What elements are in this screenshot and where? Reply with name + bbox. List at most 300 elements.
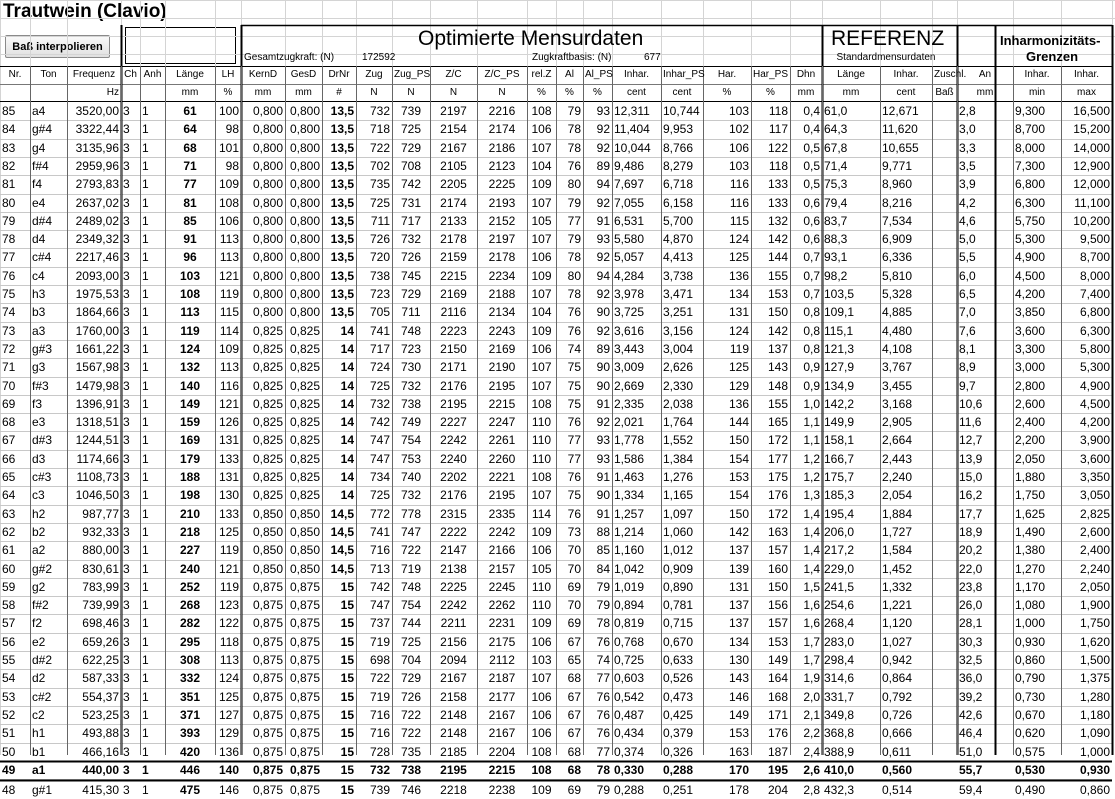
cell-r33-c7: 0,875 — [252, 707, 283, 722]
cell-r15-c23: 3,455 — [882, 378, 913, 393]
cell-r22-c25: 17,7 — [959, 506, 983, 521]
cell-r21-c25: 16,2 — [959, 488, 983, 503]
cell-r21-c13: 2195 — [488, 488, 516, 503]
cell-r12-c16: 92 — [596, 323, 610, 338]
cell-r9-c7: 0,800 — [252, 268, 283, 283]
cell-r26-c25: 23,8 — [959, 579, 983, 594]
cell-r25-c24 — [932, 560, 957, 578]
cell-r29-c25: 30,3 — [959, 634, 983, 649]
unit-header-13: N — [498, 87, 506, 98]
cell-r9-c21: 0,7 — [803, 268, 820, 283]
cell-r2-c7: 0,800 — [252, 140, 283, 155]
cell-r1-c14: 106 — [531, 122, 552, 137]
cell-r37-c12: 2218 — [440, 783, 467, 798]
cell-r4-c25: 3,9 — [959, 177, 976, 192]
cell-r0-c7: 0,800 — [252, 104, 283, 118]
cell-r9-c4: 1 — [142, 268, 149, 283]
cell-r33-c26: 0,670 — [1015, 707, 1046, 722]
cell-r0-c17: 12,311 — [614, 104, 650, 118]
cell-r36-c6: 140 — [218, 762, 239, 777]
cell-r14-c17: 3,009 — [614, 360, 645, 375]
cell-r10-c7: 0,800 — [252, 287, 283, 301]
cell-r36-c15: 68 — [567, 762, 581, 777]
cell-r3-c12: 2105 — [440, 158, 467, 173]
cell-r10-c4: 1 — [142, 287, 149, 301]
cell-r34-c8: 0,875 — [289, 726, 320, 741]
cell-r23-c5: 218 — [179, 524, 201, 539]
cell-r36-c2: 440,00 — [82, 762, 119, 777]
cell-r21-c10: 725 — [369, 488, 390, 503]
cell-r15-c19: 129 — [728, 378, 749, 393]
unit-header-17: cent — [627, 87, 646, 98]
cell-r19-c25: 13,9 — [959, 451, 983, 466]
cell-r34-c9: 15 — [340, 726, 354, 741]
cell-r18-c9: 14 — [340, 433, 354, 448]
cell-r11-c15: 76 — [567, 305, 581, 320]
cell-r28-c17: 0,819 — [614, 616, 645, 631]
cell-r0-c22: 61,0 — [824, 104, 848, 118]
cell-r29-c8: 0,875 — [289, 634, 320, 649]
cell-r35-c3: 3 — [123, 744, 130, 759]
cell-r23-c4: 1 — [142, 524, 149, 539]
cell-r10-c1: h3 — [32, 287, 46, 301]
cell-r13-c10: 717 — [369, 341, 390, 356]
cell-r12-c10: 741 — [369, 323, 390, 338]
cell-r27-c24 — [932, 596, 957, 614]
cell-r4-c11: 742 — [400, 177, 422, 192]
cell-r13-c24 — [932, 340, 957, 358]
cell-r23-c14: 109 — [531, 524, 552, 539]
cell-r27-c25: 26,0 — [959, 598, 983, 613]
cell-r16-c26: 2,600 — [1015, 396, 1046, 411]
cell-r16-c13: 2215 — [488, 396, 516, 411]
cell-r15-c11: 732 — [400, 378, 422, 393]
col-header-4: Anh — [143, 69, 162, 80]
cell-r18-c6: 131 — [218, 433, 239, 448]
cell-r32-c25: 39,2 — [959, 689, 983, 704]
cell-r23-c9: 14,5 — [330, 524, 354, 539]
cell-r18-c0: 67 — [2, 433, 16, 448]
cell-r27-c1: f#2 — [32, 598, 49, 613]
cell-r0-c26: 9,300 — [1015, 104, 1046, 118]
cell-r32-c15: 67 — [567, 689, 581, 704]
cell-r18-c14: 110 — [531, 433, 552, 448]
unit-header-14: % — [537, 87, 546, 98]
cell-r26-c17: 1,019 — [614, 579, 645, 594]
cell-r33-c19: 149 — [728, 707, 749, 722]
cell-r5-c26: 6,300 — [1015, 195, 1046, 210]
cell-r5-c24 — [932, 194, 957, 212]
col-header-8: GesD — [290, 69, 317, 80]
cell-r34-c20: 176 — [767, 726, 788, 741]
cell-r12-c24 — [932, 322, 957, 340]
cell-r21-c18: 1,165 — [663, 488, 694, 503]
cell-r9-c11: 745 — [400, 268, 422, 283]
cell-r23-c10: 741 — [369, 524, 390, 539]
cell-r22-c2: 987,77 — [82, 506, 119, 521]
cell-r2-c20: 122 — [767, 140, 788, 155]
cell-r24-c27: 2,400 — [1079, 543, 1110, 558]
unit-header-22: mm — [842, 87, 860, 98]
cell-r27-c3: 3 — [123, 598, 130, 613]
cell-r30-c1: d#2 — [32, 653, 53, 667]
cell-r33-c6: 127 — [218, 707, 239, 722]
cell-r27-c19: 137 — [728, 598, 749, 613]
cell-r4-c12: 2205 — [440, 177, 467, 192]
cell-r37-c7: 0,875 — [252, 783, 283, 798]
cell-r14-c18: 2,626 — [663, 360, 694, 375]
cell-r31-c14: 107 — [531, 671, 552, 686]
cell-r37-c14: 109 — [531, 783, 552, 798]
cell-r9-c18: 3,738 — [663, 268, 694, 283]
cell-r11-c26: 3,850 — [1015, 305, 1046, 320]
cell-r3-c2: 2959,96 — [75, 158, 119, 173]
col-header-25: An — [978, 69, 992, 80]
cell-r4-c14: 109 — [531, 177, 552, 192]
cell-r13-c5: 124 — [179, 341, 201, 356]
cell-r16-c1: f3 — [32, 396, 43, 411]
cell-r28-c4: 1 — [142, 616, 149, 631]
cell-r10-c10: 723 — [369, 287, 390, 301]
cell-r31-c9: 15 — [340, 671, 354, 686]
cell-r27-c20: 156 — [767, 598, 788, 613]
cell-r2-c21: 0,5 — [803, 140, 820, 155]
cell-r0-c18: 10,744 — [663, 104, 700, 118]
cell-r14-c22: 127,9 — [824, 360, 855, 375]
cell-r5-c5: 81 — [183, 195, 197, 210]
cell-r34-c17: 0,434 — [614, 726, 645, 741]
cell-r23-c26: 1,490 — [1015, 524, 1046, 539]
cell-r14-c1: g3 — [32, 360, 46, 375]
cell-r22-c14: 114 — [531, 506, 552, 521]
cell-r6-c24 — [932, 212, 957, 230]
cell-r7-c3: 3 — [123, 232, 130, 247]
cell-r16-c12: 2195 — [440, 396, 467, 411]
cell-r9-c10: 738 — [369, 268, 390, 283]
cell-r8-c14: 106 — [531, 250, 552, 265]
cell-r3-c0: 82 — [2, 158, 16, 173]
cell-r34-c27: 1,090 — [1079, 726, 1110, 741]
cell-r26-c22: 241,5 — [824, 579, 855, 594]
cell-r11-c1: b3 — [32, 305, 46, 320]
cell-r25-c20: 160 — [767, 561, 788, 576]
cell-r26-c5: 252 — [179, 579, 201, 594]
cell-r14-c6: 113 — [219, 360, 239, 375]
cell-r32-c10: 719 — [369, 689, 390, 704]
cell-r19-c11: 753 — [400, 451, 422, 466]
cell-r36-c0: 49 — [2, 762, 16, 777]
cell-r33-c2: 523,25 — [82, 707, 119, 722]
cell-r24-c2: 880,00 — [82, 543, 119, 558]
cell-r29-c19: 134 — [728, 634, 749, 649]
cell-r27-c10: 747 — [369, 598, 390, 613]
cell-r23-c0: 62 — [2, 524, 16, 539]
cell-r30-c22: 298,4 — [824, 653, 855, 667]
cell-r19-c12: 2240 — [440, 451, 467, 466]
cell-r36-c27: 0,930 — [1079, 762, 1110, 777]
col-header-27: Inhar. — [1073, 69, 1100, 80]
cell-r0-c14: 108 — [531, 104, 552, 118]
cell-r25-c13: 2157 — [488, 561, 516, 576]
cell-r12-c4: 1 — [142, 323, 149, 338]
cell-r24-c13: 2166 — [488, 543, 516, 558]
cell-r19-c17: 1,586 — [614, 451, 645, 466]
cell-r23-c8: 0,850 — [289, 524, 320, 539]
cell-r23-c27: 2,600 — [1079, 524, 1110, 539]
cell-r18-c8: 0,825 — [289, 433, 320, 448]
cell-r7-c20: 142 — [767, 232, 788, 247]
cell-r14-c20: 143 — [767, 360, 788, 375]
cell-r2-c8: 0,800 — [289, 140, 320, 155]
cell-r16-c17: 2,335 — [614, 396, 645, 411]
cell-r26-c26: 1,170 — [1015, 579, 1046, 594]
cell-r10-c25: 6,5 — [959, 287, 976, 301]
zugkraftbasis-value: 677 — [644, 52, 661, 63]
cell-r29-c20: 153 — [767, 634, 788, 649]
cell-r4-c7: 0,800 — [252, 177, 283, 192]
cell-r7-c23: 6,909 — [882, 232, 913, 247]
cell-r17-c27: 4,200 — [1079, 415, 1110, 430]
cell-r29-c11: 725 — [400, 634, 422, 649]
unit-header-20: % — [766, 87, 775, 98]
cell-r22-c16: 91 — [596, 506, 610, 521]
cell-r21-c23: 2,054 — [882, 488, 913, 503]
cell-r2-c22: 67,8 — [824, 140, 848, 155]
cell-r12-c13: 2243 — [488, 323, 516, 338]
cell-r1-c23: 11,620 — [882, 122, 918, 137]
cell-r12-c0: 73 — [2, 323, 16, 338]
cell-r11-c4: 1 — [142, 305, 149, 320]
cell-r6-c15: 77 — [567, 213, 581, 228]
cell-r13-c20: 137 — [767, 341, 788, 356]
cell-r2-c10: 722 — [369, 140, 390, 155]
cell-r31-c25: 36,0 — [959, 671, 983, 686]
cell-r37-c19: 178 — [728, 783, 749, 798]
cell-r21-c14: 107 — [531, 488, 552, 503]
cell-r20-c22: 175,7 — [824, 470, 855, 484]
cell-r19-c8: 0,825 — [289, 451, 320, 466]
bass-interpolate-button[interactable]: Baß interpolieren — [5, 35, 110, 58]
cell-r28-c1: f2 — [32, 616, 43, 631]
cell-r27-c22: 254,6 — [824, 598, 855, 613]
cell-r30-c2: 622,25 — [82, 653, 119, 667]
cell-r14-c26: 3,000 — [1015, 360, 1046, 375]
cell-r30-c19: 130 — [728, 653, 749, 667]
cell-r34-c0: 51 — [2, 726, 16, 741]
cell-r5-c9: 13,5 — [330, 195, 354, 210]
cell-r15-c27: 4,900 — [1079, 378, 1110, 393]
cell-r2-c15: 78 — [567, 140, 581, 155]
cell-r34-c7: 0,875 — [252, 726, 283, 741]
cell-r23-c15: 73 — [567, 524, 581, 539]
cell-r35-c26: 0,575 — [1015, 744, 1046, 759]
cell-r29-c26: 0,930 — [1015, 634, 1046, 649]
cell-r35-c10: 728 — [369, 744, 390, 759]
cell-r13-c26: 3,300 — [1015, 341, 1046, 356]
cell-r26-c15: 69 — [567, 579, 581, 594]
cell-r4-c18: 6,718 — [663, 177, 694, 192]
cell-r25-c11: 719 — [400, 561, 422, 576]
cell-r23-c24 — [932, 523, 957, 541]
cell-r23-c6: 125 — [218, 524, 239, 539]
cell-r32-c7: 0,875 — [252, 689, 283, 704]
cell-r3-c3: 3 — [123, 158, 130, 173]
cell-r4-c8: 0,800 — [289, 177, 320, 192]
cell-r18-c13: 2261 — [488, 433, 516, 448]
cell-r8-c18: 4,413 — [663, 250, 694, 265]
cell-r33-c24 — [932, 706, 957, 724]
cell-r20-c6: 131 — [218, 470, 239, 484]
cell-r30-c4: 1 — [142, 653, 149, 667]
cell-r37-c5: 475 — [179, 783, 201, 798]
cell-r31-c2: 587,33 — [82, 671, 119, 686]
cell-r29-c17: 0,768 — [614, 634, 645, 649]
cell-r2-c2: 3135,96 — [75, 140, 119, 155]
header-optimierte: Optimierte Mensurdaten — [418, 27, 644, 50]
cell-r26-c4: 1 — [142, 579, 149, 594]
cell-r13-c0: 72 — [2, 341, 16, 356]
cell-r10-c20: 153 — [767, 287, 788, 301]
cell-r29-c18: 0,670 — [663, 634, 694, 649]
cell-r15-c20: 148 — [767, 378, 788, 393]
cell-r20-c19: 153 — [728, 470, 749, 484]
cell-r7-c6: 113 — [219, 232, 239, 247]
cell-r1-c10: 718 — [369, 122, 390, 137]
cell-r25-c16: 84 — [596, 561, 610, 576]
cell-r16-c15: 75 — [567, 396, 581, 411]
cell-r24-c26: 1,380 — [1015, 543, 1046, 558]
cell-r3-c25: 3,5 — [959, 158, 976, 173]
cell-r1-c15: 78 — [567, 122, 581, 137]
cell-r33-c15: 67 — [567, 707, 581, 722]
cell-r34-c15: 67 — [567, 726, 581, 741]
cell-r28-c19: 137 — [728, 616, 749, 631]
cell-r8-c11: 726 — [400, 250, 422, 265]
cell-r21-c6: 130 — [218, 488, 239, 503]
cell-r7-c24 — [932, 230, 957, 248]
cell-r4-c17: 7,697 — [614, 177, 645, 192]
cell-r13-c17: 3,443 — [614, 341, 645, 356]
cell-r35-c6: 136 — [218, 744, 239, 759]
cell-r20-c24 — [932, 468, 957, 486]
cell-r32-c17: 0,542 — [614, 689, 645, 704]
cell-r5-c13: 2193 — [488, 195, 516, 210]
cell-r30-c12: 2094 — [440, 653, 467, 667]
cell-r25-c23: 1,452 — [882, 561, 913, 576]
cell-r21-c27: 3,050 — [1079, 488, 1110, 503]
cell-r31-c19: 143 — [728, 671, 749, 686]
cell-r1-c9: 13,5 — [330, 122, 354, 137]
cell-r1-c5: 64 — [183, 122, 197, 137]
cell-r12-c6: 114 — [219, 323, 239, 338]
cell-r33-c12: 2148 — [440, 707, 467, 722]
cell-r12-c21: 0,8 — [803, 323, 820, 338]
cell-r24-c22: 217,2 — [824, 543, 855, 558]
cell-r32-c0: 53 — [2, 689, 16, 704]
cell-r14-c16: 90 — [596, 360, 610, 375]
cell-r23-c1: b2 — [32, 524, 46, 539]
cell-r18-c3: 3 — [123, 433, 130, 448]
cell-r28-c14: 109 — [531, 616, 552, 631]
cell-r34-c11: 722 — [400, 726, 422, 741]
cell-r10-c0: 75 — [2, 287, 16, 301]
cell-r24-c3: 3 — [123, 543, 130, 558]
cell-r28-c24 — [932, 614, 957, 632]
cell-r31-c18: 0,526 — [663, 671, 694, 686]
cell-r1-c4: 1 — [142, 122, 149, 137]
cell-r25-c19: 139 — [728, 561, 749, 576]
cell-r25-c27: 2,240 — [1079, 561, 1110, 576]
cell-r36-c10: 732 — [369, 762, 390, 777]
cell-r28-c23: 1,120 — [882, 616, 913, 631]
cell-r17-c16: 92 — [596, 415, 610, 430]
cell-r5-c10: 725 — [369, 195, 390, 210]
cell-r23-c11: 747 — [400, 524, 422, 539]
cell-r22-c9: 14,5 — [330, 506, 354, 521]
cell-r25-c1: g#2 — [32, 561, 53, 576]
cell-r17-c0: 68 — [2, 415, 16, 430]
cell-r17-c14: 110 — [531, 415, 552, 430]
header-referenz: REFERENZ — [831, 27, 945, 50]
cell-r1-c26: 8,700 — [1015, 122, 1046, 137]
cell-r5-c18: 6,158 — [663, 195, 694, 210]
cell-r0-c1: a4 — [32, 104, 46, 118]
cell-r5-c7: 0,800 — [252, 195, 283, 210]
cell-r35-c7: 0,875 — [252, 744, 283, 759]
cell-r20-c10: 734 — [369, 470, 390, 484]
cell-r15-c18: 2,330 — [663, 378, 694, 393]
cell-r2-c16: 92 — [596, 140, 610, 155]
cell-r25-c7: 0,850 — [252, 561, 283, 576]
cell-r34-c16: 76 — [596, 726, 610, 741]
cell-r27-c21: 1,6 — [803, 598, 820, 613]
cell-r28-c6: 122 — [218, 616, 239, 631]
cell-r2-c5: 68 — [183, 140, 197, 155]
cell-r34-c13: 2167 — [488, 726, 516, 741]
cell-r26-c23: 1,332 — [882, 579, 913, 594]
cell-r31-c7: 0,875 — [252, 671, 283, 686]
cell-r17-c2: 1318,51 — [75, 415, 119, 430]
cell-r11-c8: 0,800 — [289, 305, 320, 320]
cell-r3-c10: 702 — [369, 158, 390, 173]
cell-r35-c9: 15 — [340, 744, 354, 759]
cell-r4-c1: f4 — [32, 177, 43, 192]
cell-r18-c27: 3,900 — [1079, 433, 1110, 448]
cell-r1-c21: 0,4 — [803, 122, 820, 137]
cell-r14-c11: 730 — [400, 360, 422, 375]
cell-r0-c2: 3520,00 — [75, 104, 119, 118]
cell-r15-c16: 90 — [596, 378, 610, 393]
cell-r17-c6: 126 — [218, 415, 239, 430]
cell-r0-c8: 0,800 — [289, 104, 320, 118]
cell-r0-c16: 93 — [596, 104, 610, 118]
cell-r33-c18: 0,425 — [663, 707, 694, 722]
cell-r3-c22: 71,4 — [824, 158, 848, 173]
unit-header-18: cent — [672, 87, 692, 98]
cell-r14-c21: 0,9 — [803, 360, 820, 375]
cell-r22-c19: 150 — [728, 506, 749, 521]
cell-r6-c14: 105 — [531, 213, 552, 228]
cell-r2-c23: 10,655 — [882, 140, 919, 155]
unit-header-23: cent — [896, 87, 916, 98]
cell-r23-c18: 1,060 — [663, 524, 694, 539]
cell-r32-c2: 554,37 — [82, 689, 119, 704]
cell-r26-c0: 59 — [2, 579, 16, 594]
cell-r27-c8: 0,875 — [289, 598, 320, 613]
cell-r5-c14: 107 — [531, 195, 552, 210]
cell-r30-c24 — [932, 651, 957, 669]
col-header-16: Al_PS — [585, 69, 613, 80]
